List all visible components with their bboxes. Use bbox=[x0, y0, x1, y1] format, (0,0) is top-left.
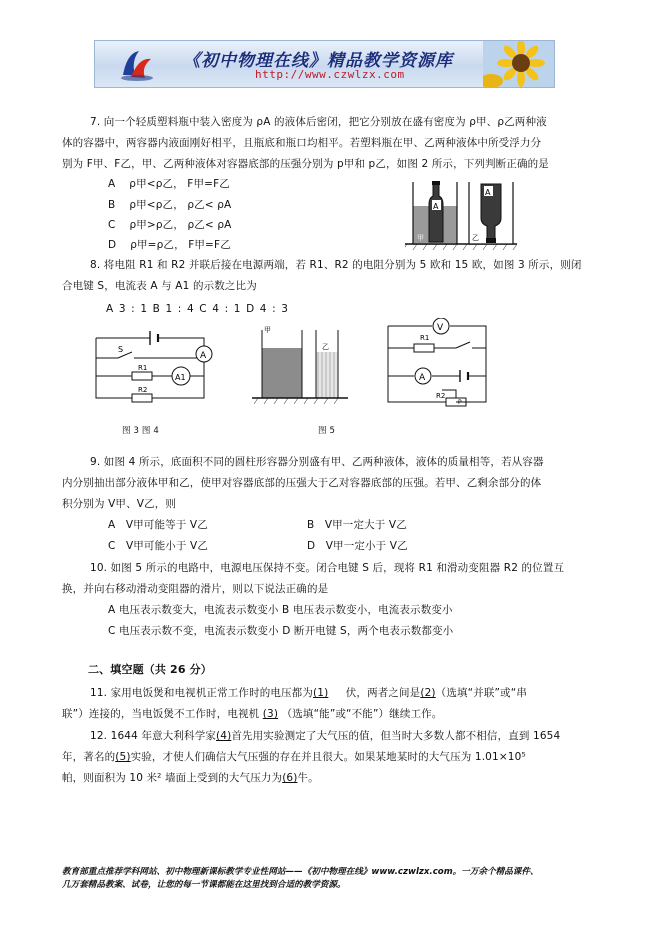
footer-line1: 教育部重点推荐学科网站、初中物理新课标教学专业性网站——《初中物理在线》www.czwlzx.com。一万余个精品课件、 bbox=[62, 867, 539, 877]
q9-line1: 9. 如图 4 所示，底面积不同的圆柱形容器分别盛有甲、乙两种液体，液体的质量相等，若从容器 bbox=[90, 456, 544, 468]
q10-options-ab: A 电压表示数变大，电流表示数变小 B 电压表示数变小，电流表示数变小 bbox=[108, 604, 453, 616]
q7-option-b: B ρ甲<ρ乙， ρ乙< ρA bbox=[108, 199, 232, 211]
q9-option-a: A V甲可能等于 V乙 bbox=[108, 519, 208, 531]
svg-text:P: P bbox=[458, 399, 462, 406]
q7-option-d: D ρ甲=ρ乙， F甲=F乙 bbox=[108, 239, 231, 251]
svg-text:A: A bbox=[419, 373, 426, 383]
q9-line2: 内分别抽出部分液体甲和乙，使甲对容器底部的压强大于乙对容器底部的压强。若甲、乙剩余部分的体 bbox=[62, 477, 542, 489]
svg-text:V: V bbox=[437, 323, 444, 333]
blank-4: (4) bbox=[216, 730, 232, 742]
svg-text:S: S bbox=[118, 345, 124, 354]
section-2-title: 二、填空题（共 26 分） bbox=[88, 663, 212, 676]
blank-6: (6) bbox=[282, 772, 298, 784]
q9-line3: 积分别为 V甲、V乙，则 bbox=[62, 498, 177, 510]
figure-5-circuit bbox=[384, 318, 494, 408]
banner-url: http://www.czwlzx.com bbox=[255, 68, 405, 81]
q12-line2: 年，著名的(5)实验，才使人们确信大气压强的存在并且很大。如果某地某时的大气压为 1.01×10⁵ bbox=[62, 751, 526, 763]
blank-5: (5) bbox=[115, 751, 131, 763]
figure-2-bottles bbox=[405, 176, 517, 252]
svg-text:甲: 甲 bbox=[417, 234, 424, 242]
banner-title: 《初中物理在线》精品教学资源库 bbox=[183, 51, 453, 71]
svg-text:R2: R2 bbox=[138, 386, 148, 394]
q7-line1: 7. 向一个轻质塑料瓶中装入密度为 ρA 的液体后密闭，把它分别放在盛有密度为 ρ甲、ρ乙两种液 bbox=[90, 116, 547, 128]
q10-line2: 换，并向右移动滑动变阻器的滑片，则以下说法正确的是 bbox=[62, 583, 329, 595]
svg-text:乙: 乙 bbox=[322, 343, 329, 351]
svg-text:甲: 甲 bbox=[264, 326, 271, 334]
figure-caption-5: 图 5 bbox=[318, 426, 336, 436]
footer-line2: 几万套精品教案、试卷，让您的每一节课都能在这里找到合适的教学资源。 bbox=[62, 880, 346, 890]
svg-text:R2: R2 bbox=[436, 392, 446, 400]
q12-line3: 帕，则面积为 10 米² 墙面上受到的大气压力为(6)牛。 bbox=[62, 772, 319, 784]
svg-text:乙: 乙 bbox=[472, 234, 479, 242]
header-banner bbox=[94, 40, 555, 88]
q7-line2: 体的容器中，两容器内液面刚好相平，且瓶底和瓶口均相平。若塑料瓶在甲、乙两种液体中所受浮力分 bbox=[62, 137, 542, 149]
q7-option-c: C ρ甲>ρ乙， ρ乙< ρA bbox=[108, 219, 232, 231]
sunflower-image bbox=[483, 41, 554, 87]
blank-3: (3) bbox=[262, 708, 279, 720]
q8-line2: 合电键 S，电流表 A 与 A1 的示数之比为 bbox=[62, 280, 257, 292]
q11-line1: 11. 家用电饭煲和电视机正常工作时的电压都为(1) 伏，两者之间是(2)（选填“并联”或“串 bbox=[90, 687, 527, 699]
svg-text:A: A bbox=[485, 188, 491, 197]
q8-line1: 8. 将电阻 R1 和 R2 并联后接在电源两端，若 R1、R2 的电阻分别为 5 欧和 15 欧，如图 3 所示，则闭 bbox=[90, 259, 582, 271]
svg-text:R1: R1 bbox=[420, 334, 430, 342]
svg-text:A: A bbox=[433, 202, 439, 211]
q8-options: A 3 : 1 B 1 : 4 C 4 : 1 D 4 : 3 bbox=[106, 303, 289, 315]
q7-line3: 别为 F甲、F乙，甲、乙两种液体对容器底部的压强分别为 p甲和 p乙，如图 2 所示，下列判断正确的是 bbox=[62, 158, 549, 170]
q11-line2: 联”）连接的，当电饭煲不工作时，电视机 (3) （选填“能”或“不能”）继续工作。 bbox=[62, 708, 443, 720]
site-logo bbox=[117, 45, 157, 83]
blank-1: (1) bbox=[313, 687, 329, 699]
svg-text:A: A bbox=[200, 351, 207, 361]
q12-line1: 12. 1644 年意大利科学家(4)首先用实验测定了大气压的值，但当时大多数人都不相信，直到 1654 bbox=[90, 730, 561, 742]
q9-option-c: C V甲可能小于 V乙 bbox=[108, 540, 209, 552]
q10-options-cd: C 电压表示数不变，电流表示数变小 D 断开电键 S，两个电表示数都变小 bbox=[108, 625, 454, 637]
q9-option-d: D V甲一定小于 V乙 bbox=[307, 540, 408, 552]
figure-caption-3-4: 图 3 图 4 bbox=[122, 426, 159, 436]
svg-text:A1: A1 bbox=[175, 373, 186, 382]
svg-text:R1: R1 bbox=[138, 364, 148, 372]
figure-4-containers bbox=[252, 324, 348, 406]
q7-option-a: A ρ甲<ρ乙， F甲=F乙 bbox=[108, 178, 230, 190]
q9-option-b: B V甲一定大于 V乙 bbox=[307, 519, 407, 531]
figure-3-circuit bbox=[92, 322, 220, 414]
q10-line1: 10. 如图 5 所示的电路中，电源电压保持不变。闭合电键 S 后，现将 R1 和滑动变阻器 R2 的位置互 bbox=[90, 562, 565, 574]
blank-2: (2) bbox=[420, 687, 436, 699]
